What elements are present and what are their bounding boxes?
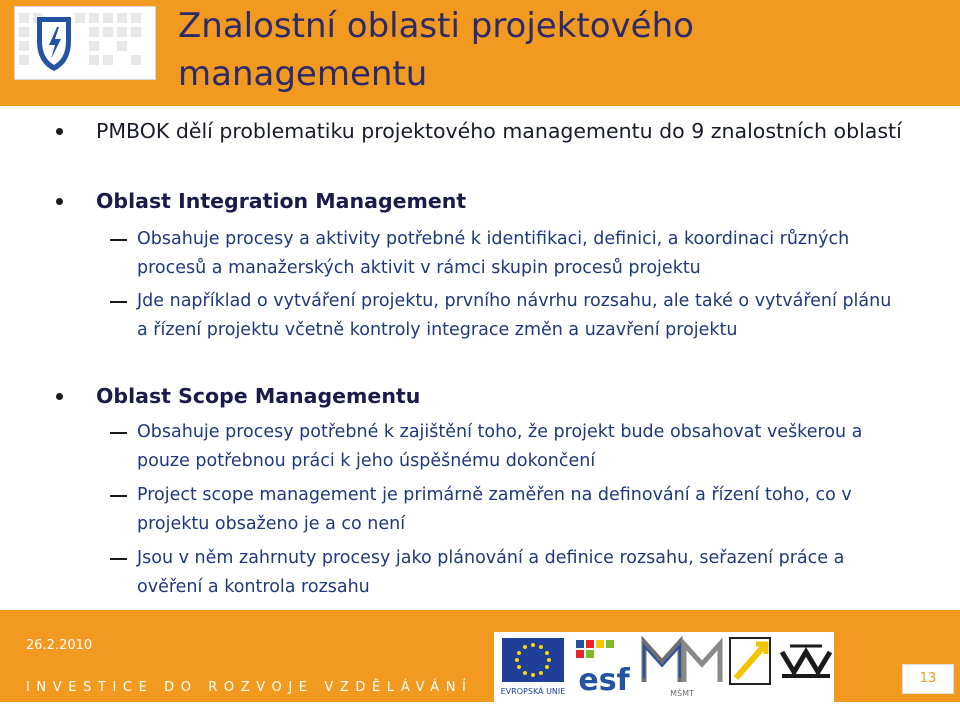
esf-logo-icon: [576, 640, 614, 658]
university-logo: [14, 6, 156, 80]
slide-content: [0, 114, 960, 604]
sub-item-scope-2: Project scope management je primárně zaměřen na definování a řízení toho, co v projektu obsaženo je a co není: [137, 485, 852, 534]
msmt-label: MŠMT: [670, 689, 694, 698]
partner-logos: [494, 632, 834, 702]
sub-item-integration-2: Jde například o vytváření projektu, prvního návrhu rozsahu, ale také o vytváření plánu a řízení projektu včetně kontroly integrace změn a uzavření projektu: [137, 291, 892, 340]
dash-icon: [110, 239, 127, 241]
page-number: 13: [902, 664, 954, 694]
footer-slogan: INVESTICE DO ROZVOJE VZDĚLÁVÁNÍ: [26, 680, 473, 695]
dash-icon: [110, 495, 127, 497]
footer-date: 26.2.2010: [26, 638, 93, 653]
esf-label: esf: [578, 663, 630, 698]
sub-item-integration-1: Obsahuje procesy a aktivity potřebné k identifikaci, definici, a koordinaci různých procesů a manažerských aktivit v rámci skupin procesů projektu: [137, 229, 850, 278]
bullet-item-pmbok: PMBOK dělí problematiku projektového managementu do 9 znalostních oblastí: [96, 119, 902, 143]
dash-icon: [110, 301, 127, 303]
partner-logos-icon: [494, 632, 834, 702]
bullet-dot-icon: [56, 393, 63, 400]
bullet-item-integration: Oblast Integration Management: [96, 189, 467, 213]
dash-icon: [110, 558, 127, 560]
page-title: Znalostní oblasti projektového managementu: [178, 6, 694, 94]
dash-icon: [110, 432, 127, 434]
bullet-dot-icon: [56, 128, 63, 135]
arrow-logo-icon: [730, 638, 770, 684]
header-bar: [0, 0, 960, 106]
sub-item-scope-1: Obsahuje procesy potřebné k zajištění toho, že projekt bude obsahovat veškerou a pouze potřebnou práci k jeho úspěšnému dokončení: [137, 422, 863, 471]
shield-logo-icon: [15, 7, 155, 79]
stripe-logo-icon: [782, 646, 830, 676]
eu-flag-icon: [502, 638, 564, 682]
sub-item-scope-3: Jsou v něm zahrnuty procesy jako plánování a definice rozsahu, seřazení práce a ověření a kontrola rozsahu: [137, 548, 845, 597]
bullet-item-scope: Oblast Scope Managementu: [96, 384, 421, 408]
msmt-logo-icon: [644, 642, 720, 682]
footer-bar: [0, 610, 960, 702]
eu-label: EVROPSKÁ UNIE: [500, 687, 566, 696]
bullet-dot-icon: [56, 198, 63, 205]
